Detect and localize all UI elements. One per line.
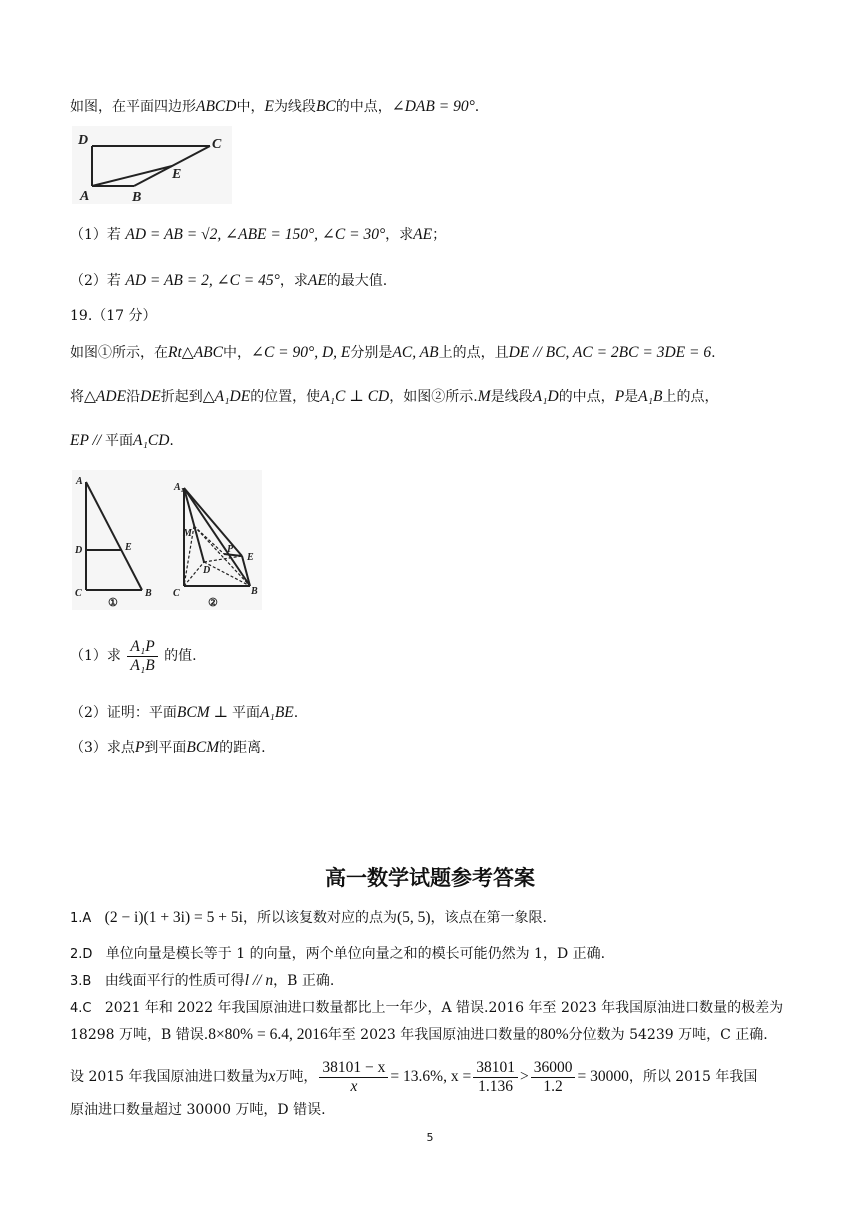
svg-text:D: D [75,545,83,556]
page-number: 5 [426,1131,434,1144]
quadrilateral-figure [72,126,232,204]
svg-text:B: B [251,586,258,597]
svg-text:D: D [203,565,211,576]
q19-part3: （3）求点P到平面BCM的距离. [70,739,266,756]
q19-line1: 如图①所示，在Rt△ABC中，∠C = 90°, D, E分别是AC, AB上的点，且DE // BC, AC = 2BC = 3DE = 6. [70,344,716,361]
svg-text:M: M [183,528,192,539]
label-B: B [132,190,142,204]
svg-text:C: C [75,588,82,599]
label-E: E [172,167,182,182]
q19-line3: EP // 平面A₁CD. [70,432,174,449]
label-D: D [78,133,89,148]
triangle-figure-1 [72,470,262,610]
q18-intro: 如图，在平面四边形ABCD中，E为线段BC的中点，∠DAB = 90°. [70,98,480,115]
answer-4-line2: 18298 万吨，B 错误.8×80% = 6.4, 2016年至 2023 年我国原油进口数量的80%分位数为 54239 万吨，C 正确. [70,1026,768,1043]
answers-title: 高一数学试题参考答案 [325,866,535,890]
q19-part1: （1）求 $\frac{\text{A₁P}}{\text{A₁B}}$ 的值. [70,637,197,674]
answer-4-line1: 4.C 2021 年和 2022 年我国原油进口数量都比上一年少，A 错误.2016 年至 2023 年我国原油进口数量的极差为 [70,1000,784,1016]
q19-part2: （2）证明：平面BCM ⊥ 平面A₁BE. [70,704,299,721]
answer-4-line4: 原油进口数量超过 30000 万吨，D 错误. [70,1102,326,1118]
svg-text:B: B [145,588,152,599]
answer-2: 2.D 单位向量是模长等于 1 的向量，两个单位向量之和的模长可能仍然为 1，D 正确. [70,946,606,962]
label-A: A [80,189,90,204]
svg-text:P: P [227,544,234,555]
q19-header: 19.（17 分） [70,308,157,324]
label-C: C [212,137,222,152]
answer-3: 3.B 由线面平行的性质可得l // n，B 正确. [70,972,335,989]
svg-text:C: C [173,588,180,599]
q19-line2: 将△ADE沿DE折起到△A₁DE的位置，使A₁C ⊥ CD，如图②所示.M是线段A₁D的中点，P是A₁B上的点， [70,388,719,405]
svg-text:②: ② [208,597,218,609]
svg-text:E: E [247,552,254,563]
q18-part2: （2）若 AD = AB = 2, ∠C = 45°，求AE的最大值. [70,272,388,289]
answer-4-line3: 设 2015 年我国原油进口数量为x万吨， $\frac{38101 - x}{x}$ = 13.6%, x = $\frac{38101}{1.136}$ > $\frac{36000}{1.2}$ = 30000，所以 2015 年我国 [70,1058,758,1095]
answer-1: 1.A (2 − i)(1 + 3i) = 5 + 5i，所以该复数对应的点为(5, 5)，该点在第一象限. [70,909,547,926]
svg-text:①: ① [108,597,118,609]
svg-text:A: A [76,476,83,487]
svg-text:E: E [125,542,132,553]
q18-part1: （1）若 AD = AB = √2, ∠ABE = 150°, ∠C = 30°，求AE； [70,226,447,243]
svg-text:A₁: A₁ [174,482,185,493]
